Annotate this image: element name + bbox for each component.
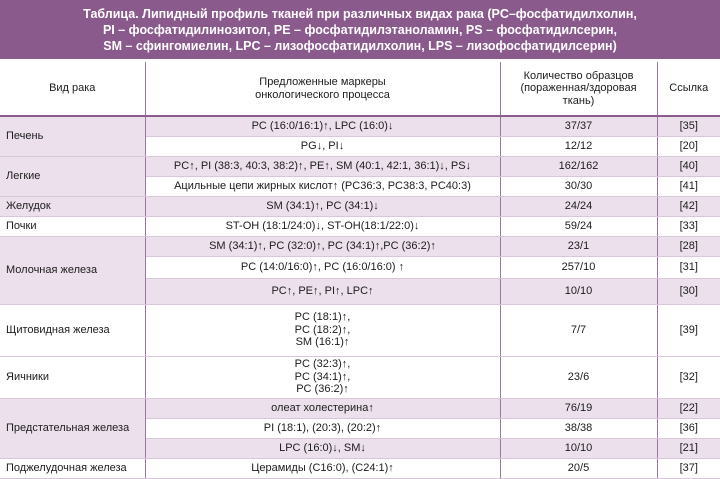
- table-row: [0, 236, 720, 256]
- cancer-type-cell: Легкие: [0, 156, 145, 196]
- reference-cell: [22]: [657, 398, 720, 418]
- table-caption: [0, 0, 720, 59]
- samples-cell: 10/10: [500, 438, 657, 458]
- cancer-type-cell: Молочная железа: [0, 236, 145, 304]
- table-row: [0, 356, 720, 398]
- marker-cell: SM (34:1)↑, PC (32:0)↑, PC (34:1)↑,PC (36:2)↑: [145, 236, 500, 256]
- cancer-type-cell: Яичники: [0, 356, 145, 398]
- reference-cell: [36]: [657, 418, 720, 438]
- samples-cell: 30/30: [500, 176, 657, 196]
- samples-cell: 23/1: [500, 236, 657, 256]
- table-row: [0, 304, 720, 356]
- table-row: [0, 216, 720, 236]
- reference-cell: [20]: [657, 136, 720, 156]
- marker-cell: PC (18:1)↑, PC (18:2)↑, SM (16:1)↑: [145, 304, 500, 356]
- table-row: [0, 458, 720, 478]
- marker-cell: PC↑, PI (38:3, 40:3, 38:2)↑, PE↑, SM (40:1, 42:1, 36:1)↓, PS↓: [145, 156, 500, 176]
- cancer-type-cell: Желудок: [0, 196, 145, 216]
- cancer-type-cell: Щитовидная железа: [0, 304, 145, 356]
- marker-cell: PG↓, PI↓: [145, 136, 500, 156]
- table-row: [0, 398, 720, 418]
- samples-cell: 37/37: [500, 116, 657, 136]
- samples-cell: 23/6: [500, 356, 657, 398]
- samples-cell: 10/10: [500, 278, 657, 304]
- reference-cell: [33]: [657, 216, 720, 236]
- table-header-row: [0, 62, 720, 116]
- cancer-type-cell: Предстательная железа: [0, 398, 145, 458]
- reference-cell: [42]: [657, 196, 720, 216]
- samples-cell: 38/38: [500, 418, 657, 438]
- lipid-profile-table: [0, 62, 720, 479]
- samples-cell: 76/19: [500, 398, 657, 418]
- table-row: [0, 196, 720, 216]
- marker-cell: SM (34:1)↑, PC (34:1)↓: [145, 196, 500, 216]
- header-reference: Ссылка: [657, 62, 720, 116]
- marker-cell: ST-OH (18:1/24:0)↓, ST-OH(18:1/22:0)↓: [145, 216, 500, 236]
- table-row: [0, 156, 720, 176]
- samples-cell: 24/24: [500, 196, 657, 216]
- header-sample-count: Количество образцов (пораженная/здоровая ткань): [500, 62, 657, 116]
- samples-cell: 162/162: [500, 156, 657, 176]
- samples-cell: 59/24: [500, 216, 657, 236]
- reference-cell: [37]: [657, 458, 720, 478]
- marker-cell: PC (16:0/16:1)↑, LPC (16:0)↓: [145, 116, 500, 136]
- header-cancer-type: Вид рака: [0, 62, 145, 116]
- reference-cell: [40]: [657, 156, 720, 176]
- marker-cell: PC↑, PE↑, PI↑, LPC↑: [145, 278, 500, 304]
- samples-cell: 7/7: [500, 304, 657, 356]
- marker-cell: PC (14:0/16:0)↑, PC (16:0/16:0) ↑: [145, 256, 500, 278]
- reference-cell: [30]: [657, 278, 720, 304]
- marker-cell: PC (32:3)↑, PC (34:1)↑, PC (36:2)↑: [145, 356, 500, 398]
- header-markers: Предложенные маркеры онкологического процесса: [145, 62, 500, 116]
- marker-cell: PI (18:1), (20:3), (20:2)↑: [145, 418, 500, 438]
- marker-cell: LPC (16:0)↓, SM↓: [145, 438, 500, 458]
- samples-cell: 257/10: [500, 256, 657, 278]
- samples-cell: 20/5: [500, 458, 657, 478]
- cancer-type-cell: Поджелудочная железа: [0, 458, 145, 478]
- reference-cell: [21]: [657, 438, 720, 458]
- reference-cell: [35]: [657, 116, 720, 136]
- cancer-type-cell: Печень: [0, 116, 145, 156]
- cancer-type-cell: Почки: [0, 216, 145, 236]
- reference-cell: [39]: [657, 304, 720, 356]
- marker-cell: олеат холестерина↑: [145, 398, 500, 418]
- marker-cell: Церамиды (C16:0), (C24:1)↑: [145, 458, 500, 478]
- reference-cell: [41]: [657, 176, 720, 196]
- table-caption-text: Таблица. Липидный профиль тканей при различных видах рака (PC–фосфатидилхолин, PI – фосфатидилинозитол, PE – фосфатидилэтаноламин, PS – фосфатидилсерин, SM – сфингомиелин, LPC – лизофосфатидилхолин, LPS – лизофосфатидилсерин): [83, 6, 637, 53]
- reference-cell: [31]: [657, 256, 720, 278]
- reference-cell: [32]: [657, 356, 720, 398]
- marker-cell: Ацильные цепи жирных кислот↑ (PC36:3, PC38:3, PC40:3): [145, 176, 500, 196]
- table-row: [0, 116, 720, 136]
- samples-cell: 12/12: [500, 136, 657, 156]
- reference-cell: [28]: [657, 236, 720, 256]
